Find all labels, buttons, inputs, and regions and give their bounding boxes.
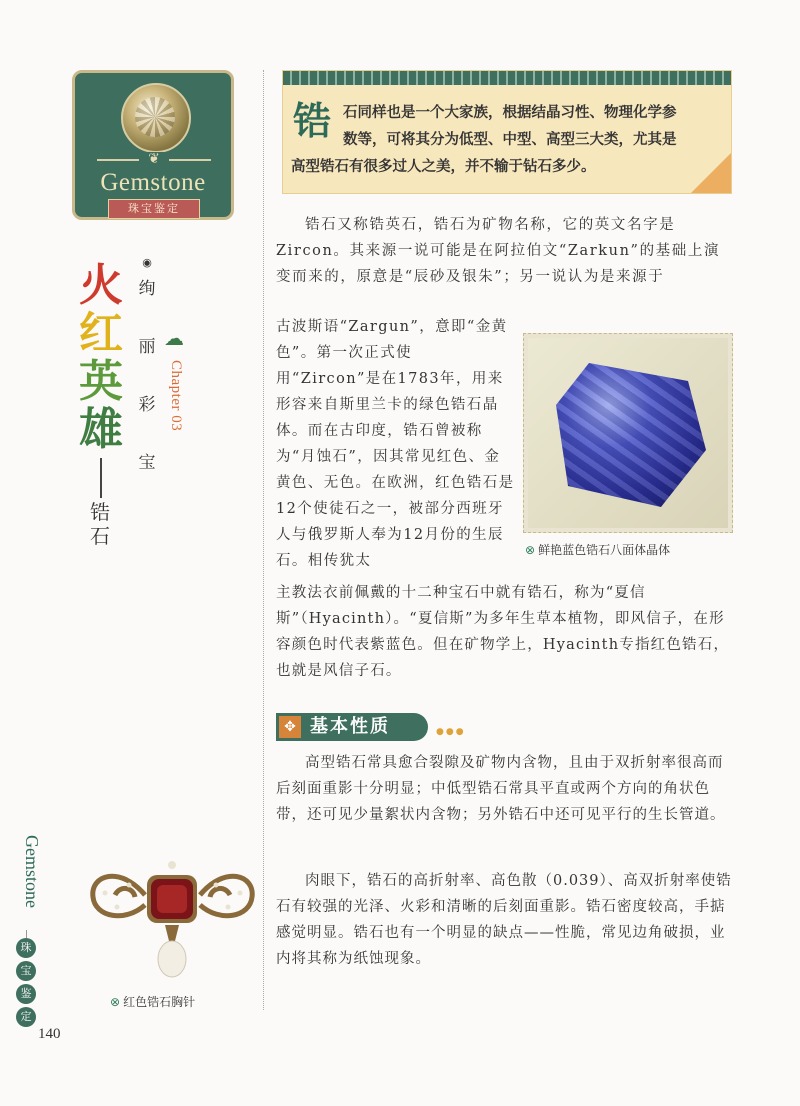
- poem-char: 丽: [138, 337, 156, 357]
- badge-title: Gemstone: [100, 169, 206, 196]
- gemstone-badge: [72, 70, 234, 220]
- poem-char: 绚: [138, 279, 156, 299]
- knot-icon: ✥: [279, 716, 301, 738]
- caption-bullet-icon: ⊗: [110, 995, 121, 1009]
- chapter-label: Chapter 03: [168, 360, 184, 432]
- gem-icon: [121, 83, 191, 153]
- subtitle-char: 锆: [90, 500, 110, 524]
- corner-decoration: [691, 153, 731, 193]
- intro-line: 数等，可将其分为低型、中型、高型三大类，尤其是: [343, 131, 677, 148]
- body-paragraph: 主教法衣前佩戴的十二种宝石中就有锆石，称为“夏信斯”（Hyacinth）。“夏信斯”为多年生草本植物，即风信子，在形容颜色时代表紫蓝色。但在矿物学上，Hyacinth专指红色锆石，也就是风信子石。: [276, 585, 730, 679]
- brooch-caption: [110, 993, 195, 1010]
- photo-caption: [525, 541, 670, 558]
- body-paragraph: 古波斯语“Zargun”，意即“金黄色”。第一次正式使用“Zircon”是在1783年，用来形容来自斯里兰卡的绿色锆石晶体。而在古印度，锆石曾被称为“月蚀石”，因其常见红色、金黄色、无色。在欧洲，红色锆石是12个使徒石之一，被部分西班牙人与俄罗斯人奉为12月份的生辰石。相传犹太: [276, 319, 515, 569]
- caption-bullet-icon: ⊗: [525, 543, 536, 557]
- column-divider: [263, 70, 264, 1010]
- intro-text: [291, 99, 719, 180]
- spine-char: 宝: [16, 961, 36, 981]
- properties-paragraph: 肉眼下，锆石的高折射率、高色散（0.039）、高双折射率使锆石有较强的光泽、火彩和清晰的后刻面重影。锆石密度较高，手掂感觉明显。锆石也有一个明显的缺点——性脆，常见边角破损，业内将其称为纸蚀现象。: [276, 873, 732, 967]
- intro-line: 石同样也是一个大家族，根据结晶习性、物理化学参: [343, 104, 677, 121]
- caption-text: 鲜艳蓝色锆石八面体晶体: [538, 543, 671, 557]
- spine-char: 珠: [16, 938, 36, 958]
- spine-char: 定: [16, 1007, 36, 1027]
- chapter-title: [70, 262, 132, 454]
- caption-text: 红色锆石胸针: [123, 995, 196, 1009]
- chapter-subtitle: [84, 500, 116, 548]
- spine-line: [26, 930, 27, 938]
- badge-subtitle: 珠宝鉴定: [108, 199, 200, 219]
- drop-cap: 锆: [293, 98, 332, 143]
- title-char: 雄: [79, 404, 123, 455]
- spine-label: Gemstone: [22, 835, 42, 908]
- intro-line: 高型锆石有很多过人之美，并不输于钻石多少。: [291, 158, 596, 175]
- title-char: 英: [79, 356, 123, 407]
- bullet-icon: ◉: [142, 256, 152, 269]
- meander-border: [283, 71, 731, 85]
- title-char: 火: [79, 260, 123, 311]
- subtitle-char: 石: [90, 524, 110, 548]
- page-number: 140: [38, 1026, 61, 1042]
- body-paragraph: 锆石又称锆英石，锆石为矿物名称，它的英文名字是Zircon。其来源一说可能是在阿拉伯文“Zarkun”的基础上演变而来的，原意是“辰砂及银朱”；另一说认为是来源于: [276, 217, 721, 285]
- spine-chars: [16, 938, 38, 1030]
- blue-zircon-crystal-image: [556, 360, 706, 510]
- title-char: 红: [79, 308, 123, 359]
- spine-char: 鉴: [16, 984, 36, 1004]
- ornament-icon: ❦: [139, 152, 169, 166]
- red-zircon-brooch-image: [85, 855, 260, 990]
- zircon-photo: [523, 333, 733, 533]
- title-dash: [100, 458, 102, 498]
- intro-box: [282, 70, 732, 194]
- cloud-ornament-icon: ☁: [164, 326, 184, 350]
- photo-background: [528, 338, 728, 528]
- properties-paragraph: 高型锆石常具愈合裂隙及矿物内含物，且由于双折射率很高而后刻面重影十分明显；中低型锆石常具平直或两个方向的角状色带，还可见少量絮状内含物；另外锆石中还可见平行的生长管道。: [276, 755, 726, 823]
- poem-char: 宝: [138, 453, 156, 473]
- section-heading: [276, 713, 428, 741]
- section-title: 基本性质: [310, 716, 390, 737]
- heading-dots: ●●●: [436, 727, 466, 737]
- poem-char: 彩: [138, 395, 156, 415]
